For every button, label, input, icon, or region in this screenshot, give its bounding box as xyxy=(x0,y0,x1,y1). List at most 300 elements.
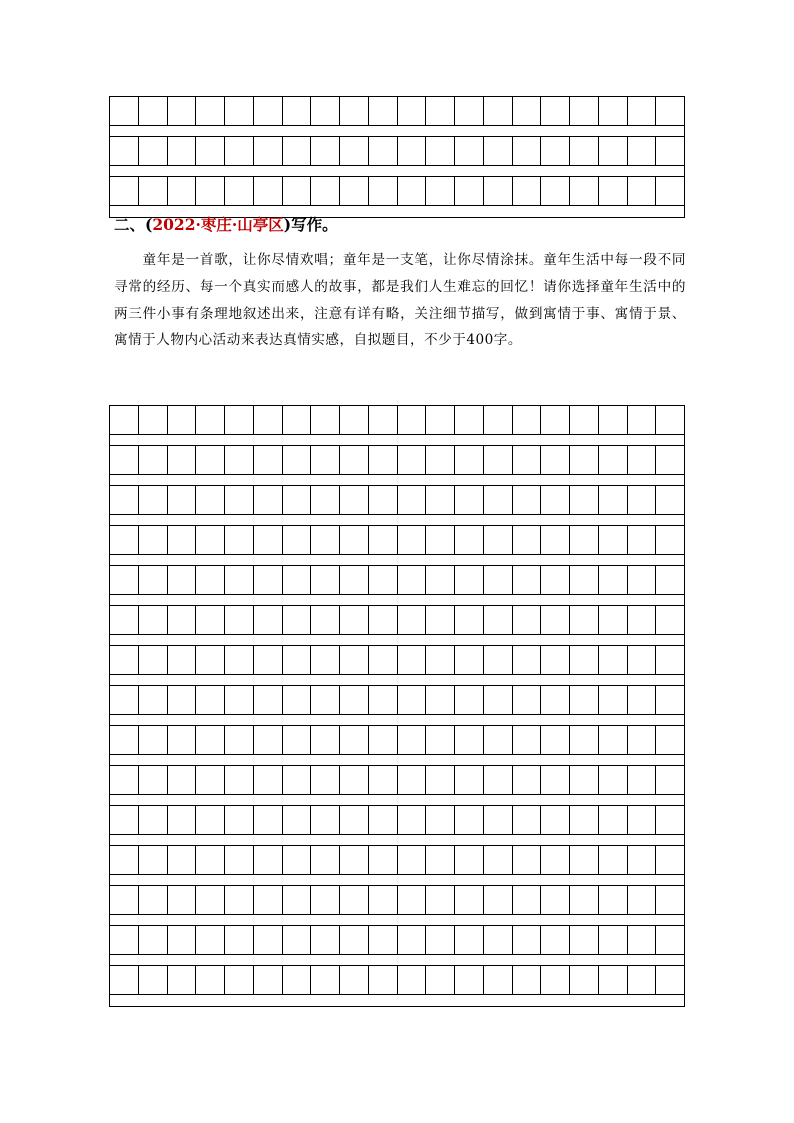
grid-cell[interactable] xyxy=(570,566,599,594)
grid-cell[interactable] xyxy=(455,406,484,434)
grid-cell[interactable] xyxy=(570,177,599,205)
grid-cell[interactable] xyxy=(398,566,427,594)
grid-cell[interactable] xyxy=(196,966,225,994)
grid-cell[interactable] xyxy=(168,526,197,554)
grid-cell[interactable] xyxy=(225,966,254,994)
grid-cell[interactable] xyxy=(225,486,254,514)
grid-cell[interactable] xyxy=(139,886,168,914)
grid-cell[interactable] xyxy=(168,606,197,634)
grid-cell[interactable] xyxy=(570,406,599,434)
grid-cell[interactable] xyxy=(513,526,542,554)
grid-cell[interactable] xyxy=(369,646,398,674)
grid-cell[interactable] xyxy=(225,646,254,674)
grid-cell[interactable] xyxy=(398,806,427,834)
grid-cell[interactable] xyxy=(455,566,484,594)
grid-cell[interactable] xyxy=(168,806,197,834)
grid-cell[interactable] xyxy=(254,177,283,205)
grid-cell[interactable] xyxy=(139,137,168,165)
grid-cell[interactable] xyxy=(484,606,513,634)
grid-cell[interactable] xyxy=(398,686,427,714)
grid-cell[interactable] xyxy=(139,686,168,714)
grid-cell[interactable] xyxy=(369,766,398,794)
grid-cell[interactable] xyxy=(541,766,570,794)
grid-cell[interactable] xyxy=(340,646,369,674)
grid-cell[interactable] xyxy=(426,766,455,794)
grid-cell[interactable] xyxy=(484,486,513,514)
grid-cell[interactable] xyxy=(599,806,628,834)
grid-cell[interactable] xyxy=(541,686,570,714)
grid-cell[interactable] xyxy=(311,566,340,594)
grid-cell[interactable] xyxy=(168,446,197,474)
grid-cell[interactable] xyxy=(513,486,542,514)
grid-cell[interactable] xyxy=(139,486,168,514)
grid-cell[interactable] xyxy=(254,766,283,794)
grid-cell[interactable] xyxy=(656,177,684,205)
grid-cell[interactable] xyxy=(570,526,599,554)
grid-cell[interactable] xyxy=(283,406,312,434)
grid-cell[interactable] xyxy=(599,646,628,674)
grid-cell[interactable] xyxy=(628,97,657,125)
grid-cell[interactable] xyxy=(168,886,197,914)
grid-cell[interactable] xyxy=(283,97,312,125)
grid-cell[interactable] xyxy=(369,806,398,834)
grid-cell[interactable] xyxy=(254,486,283,514)
grid-cell[interactable] xyxy=(311,646,340,674)
grid-cell[interactable] xyxy=(398,646,427,674)
grid-cell[interactable] xyxy=(656,566,684,594)
grid-cell[interactable] xyxy=(628,606,657,634)
grid-cell[interactable] xyxy=(398,446,427,474)
grid-cell[interactable] xyxy=(484,766,513,794)
grid-cell[interactable] xyxy=(110,886,139,914)
grid-cell[interactable] xyxy=(311,806,340,834)
grid-cell[interactable] xyxy=(513,606,542,634)
grid-cell[interactable] xyxy=(369,526,398,554)
grid-cell[interactable] xyxy=(599,446,628,474)
grid-cell[interactable] xyxy=(340,177,369,205)
grid-cell[interactable] xyxy=(541,606,570,634)
grid-cell[interactable] xyxy=(513,406,542,434)
grid-cell[interactable] xyxy=(628,766,657,794)
grid-cell[interactable] xyxy=(426,406,455,434)
grid-cell[interactable] xyxy=(541,646,570,674)
grid-cell[interactable] xyxy=(484,966,513,994)
grid-cell[interactable] xyxy=(254,446,283,474)
grid-cell[interactable] xyxy=(455,686,484,714)
grid-cell[interactable] xyxy=(541,886,570,914)
grid-cell[interactable] xyxy=(283,766,312,794)
grid-cell[interactable] xyxy=(426,806,455,834)
grid-cell[interactable] xyxy=(628,137,657,165)
grid-cell[interactable] xyxy=(139,726,168,754)
grid-cell[interactable] xyxy=(254,606,283,634)
grid-cell[interactable] xyxy=(656,486,684,514)
grid-cell[interactable] xyxy=(426,886,455,914)
grid-cell[interactable] xyxy=(340,846,369,874)
grid-cell[interactable] xyxy=(455,646,484,674)
grid-cell[interactable] xyxy=(628,646,657,674)
grid-cell[interactable] xyxy=(398,886,427,914)
grid-cell[interactable] xyxy=(426,686,455,714)
grid-cell[interactable] xyxy=(110,766,139,794)
grid-cell[interactable] xyxy=(541,486,570,514)
grid-cell[interactable] xyxy=(656,806,684,834)
grid-cell[interactable] xyxy=(311,526,340,554)
grid-cell[interactable] xyxy=(311,97,340,125)
grid-cell[interactable] xyxy=(541,406,570,434)
grid-cell[interactable] xyxy=(311,886,340,914)
grid-cell[interactable] xyxy=(513,137,542,165)
grid-cell[interactable] xyxy=(513,686,542,714)
grid-cell[interactable] xyxy=(570,806,599,834)
grid-cell[interactable] xyxy=(426,926,455,954)
grid-cell[interactable] xyxy=(513,806,542,834)
grid-cell[interactable] xyxy=(570,606,599,634)
grid-cell[interactable] xyxy=(196,97,225,125)
grid-cell[interactable] xyxy=(455,886,484,914)
grid-cell[interactable] xyxy=(513,177,542,205)
grid-cell[interactable] xyxy=(369,446,398,474)
grid-cell[interactable] xyxy=(139,566,168,594)
grid-cell[interactable] xyxy=(110,526,139,554)
grid-cell[interactable] xyxy=(110,966,139,994)
grid-cell[interactable] xyxy=(254,137,283,165)
grid-cell[interactable] xyxy=(369,726,398,754)
grid-cell[interactable] xyxy=(110,846,139,874)
grid-cell[interactable] xyxy=(340,806,369,834)
grid-cell[interactable] xyxy=(599,846,628,874)
grid-cell[interactable] xyxy=(168,177,197,205)
grid-cell[interactable] xyxy=(311,406,340,434)
grid-cell[interactable] xyxy=(225,806,254,834)
grid-cell[interactable] xyxy=(426,846,455,874)
grid-cell[interactable] xyxy=(168,926,197,954)
grid-cell[interactable] xyxy=(311,966,340,994)
grid-cell[interactable] xyxy=(541,97,570,125)
grid-cell[interactable] xyxy=(110,726,139,754)
grid-cell[interactable] xyxy=(599,526,628,554)
grid-cell[interactable] xyxy=(570,137,599,165)
grid-cell[interactable] xyxy=(656,966,684,994)
grid-cell[interactable] xyxy=(570,926,599,954)
grid-cell[interactable] xyxy=(139,526,168,554)
grid-cell[interactable] xyxy=(455,966,484,994)
grid-cell[interactable] xyxy=(541,177,570,205)
grid-cell[interactable] xyxy=(110,486,139,514)
grid-cell[interactable] xyxy=(426,726,455,754)
grid-cell[interactable] xyxy=(656,137,684,165)
grid-cell[interactable] xyxy=(513,97,542,125)
grid-cell[interactable] xyxy=(340,446,369,474)
grid-cell[interactable] xyxy=(484,177,513,205)
grid-cell[interactable] xyxy=(484,806,513,834)
grid-cell[interactable] xyxy=(455,726,484,754)
grid-cell[interactable] xyxy=(311,137,340,165)
grid-cell[interactable] xyxy=(110,137,139,165)
grid-cell[interactable] xyxy=(484,886,513,914)
grid-cell[interactable] xyxy=(484,646,513,674)
grid-cell[interactable] xyxy=(340,726,369,754)
grid-cell[interactable] xyxy=(283,846,312,874)
grid-cell[interactable] xyxy=(139,446,168,474)
grid-cell[interactable] xyxy=(196,566,225,594)
grid-cell[interactable] xyxy=(196,606,225,634)
grid-cell[interactable] xyxy=(196,806,225,834)
grid-cell[interactable] xyxy=(513,926,542,954)
grid-cell[interactable] xyxy=(369,406,398,434)
grid-cell[interactable] xyxy=(426,446,455,474)
grid-cell[interactable] xyxy=(570,646,599,674)
grid-cell[interactable] xyxy=(513,566,542,594)
grid-cell[interactable] xyxy=(369,606,398,634)
grid-cell[interactable] xyxy=(628,566,657,594)
grid-cell[interactable] xyxy=(426,177,455,205)
grid-cell[interactable] xyxy=(513,646,542,674)
grid-cell[interactable] xyxy=(369,486,398,514)
grid-cell[interactable] xyxy=(110,686,139,714)
grid-cell[interactable] xyxy=(311,846,340,874)
grid-cell[interactable] xyxy=(168,966,197,994)
grid-cell[interactable] xyxy=(484,686,513,714)
grid-cell[interactable] xyxy=(110,406,139,434)
grid-cell[interactable] xyxy=(369,566,398,594)
grid-cell[interactable] xyxy=(599,566,628,594)
grid-cell[interactable] xyxy=(311,177,340,205)
grid-cell[interactable] xyxy=(484,526,513,554)
grid-cell[interactable] xyxy=(254,526,283,554)
grid-cell[interactable] xyxy=(311,766,340,794)
grid-cell[interactable] xyxy=(599,926,628,954)
grid-cell[interactable] xyxy=(139,97,168,125)
grid-cell[interactable] xyxy=(110,446,139,474)
grid-cell[interactable] xyxy=(628,526,657,554)
grid-cell[interactable] xyxy=(283,606,312,634)
grid-cell[interactable] xyxy=(484,726,513,754)
grid-cell[interactable] xyxy=(369,966,398,994)
grid-cell[interactable] xyxy=(254,886,283,914)
grid-cell[interactable] xyxy=(656,526,684,554)
grid-cell[interactable] xyxy=(426,97,455,125)
grid-cell[interactable] xyxy=(628,726,657,754)
grid-cell[interactable] xyxy=(110,806,139,834)
grid-cell[interactable] xyxy=(168,566,197,594)
grid-cell[interactable] xyxy=(254,566,283,594)
grid-cell[interactable] xyxy=(398,766,427,794)
grid-cell[interactable] xyxy=(628,486,657,514)
grid-cell[interactable] xyxy=(628,686,657,714)
grid-cell[interactable] xyxy=(225,686,254,714)
grid-cell[interactable] xyxy=(484,846,513,874)
grid-cell[interactable] xyxy=(513,726,542,754)
grid-cell[interactable] xyxy=(168,486,197,514)
grid-cell[interactable] xyxy=(599,137,628,165)
grid-cell[interactable] xyxy=(455,806,484,834)
grid-cell[interactable] xyxy=(340,766,369,794)
grid-cell[interactable] xyxy=(283,446,312,474)
grid-cell[interactable] xyxy=(196,526,225,554)
grid-cell[interactable] xyxy=(139,806,168,834)
grid-cell[interactable] xyxy=(513,886,542,914)
grid-cell[interactable] xyxy=(340,97,369,125)
grid-cell[interactable] xyxy=(599,486,628,514)
grid-cell[interactable] xyxy=(570,686,599,714)
grid-cell[interactable] xyxy=(196,686,225,714)
grid-cell[interactable] xyxy=(283,177,312,205)
grid-cell[interactable] xyxy=(225,886,254,914)
grid-cell[interactable] xyxy=(225,137,254,165)
grid-cell[interactable] xyxy=(254,406,283,434)
grid-cell[interactable] xyxy=(369,846,398,874)
grid-cell[interactable] xyxy=(656,766,684,794)
grid-cell[interactable] xyxy=(599,766,628,794)
grid-cell[interactable] xyxy=(656,97,684,125)
grid-cell[interactable] xyxy=(225,766,254,794)
grid-cell[interactable] xyxy=(455,137,484,165)
grid-cell[interactable] xyxy=(398,137,427,165)
grid-cell[interactable] xyxy=(110,566,139,594)
grid-cell[interactable] xyxy=(541,526,570,554)
grid-cell[interactable] xyxy=(196,886,225,914)
grid-cell[interactable] xyxy=(225,926,254,954)
grid-cell[interactable] xyxy=(196,486,225,514)
grid-cell[interactable] xyxy=(541,566,570,594)
grid-cell[interactable] xyxy=(196,646,225,674)
grid-cell[interactable] xyxy=(541,806,570,834)
grid-cell[interactable] xyxy=(426,486,455,514)
grid-cell[interactable] xyxy=(283,886,312,914)
grid-cell[interactable] xyxy=(398,926,427,954)
grid-cell[interactable] xyxy=(599,886,628,914)
grid-cell[interactable] xyxy=(628,926,657,954)
grid-cell[interactable] xyxy=(340,886,369,914)
grid-cell[interactable] xyxy=(139,926,168,954)
grid-cell[interactable] xyxy=(311,606,340,634)
grid-cell[interactable] xyxy=(426,646,455,674)
grid-cell[interactable] xyxy=(139,406,168,434)
grid-cell[interactable] xyxy=(225,406,254,434)
grid-cell[interactable] xyxy=(283,686,312,714)
grid-cell[interactable] xyxy=(570,446,599,474)
grid-cell[interactable] xyxy=(656,726,684,754)
grid-cell[interactable] xyxy=(139,766,168,794)
grid-cell[interactable] xyxy=(340,966,369,994)
grid-cell[interactable] xyxy=(311,726,340,754)
grid-cell[interactable] xyxy=(398,966,427,994)
grid-cell[interactable] xyxy=(541,137,570,165)
grid-cell[interactable] xyxy=(484,566,513,594)
grid-cell[interactable] xyxy=(340,137,369,165)
grid-cell[interactable] xyxy=(110,926,139,954)
grid-cell[interactable] xyxy=(110,646,139,674)
grid-cell[interactable] xyxy=(110,177,139,205)
grid-cell[interactable] xyxy=(168,846,197,874)
grid-cell[interactable] xyxy=(656,886,684,914)
grid-cell[interactable] xyxy=(311,446,340,474)
grid-cell[interactable] xyxy=(656,846,684,874)
grid-cell[interactable] xyxy=(455,766,484,794)
grid-cell[interactable] xyxy=(369,926,398,954)
grid-cell[interactable] xyxy=(656,606,684,634)
grid-cell[interactable] xyxy=(455,846,484,874)
grid-cell[interactable] xyxy=(225,177,254,205)
grid-cell[interactable] xyxy=(656,406,684,434)
grid-cell[interactable] xyxy=(168,137,197,165)
grid-cell[interactable] xyxy=(398,846,427,874)
grid-cell[interactable] xyxy=(196,406,225,434)
grid-cell[interactable] xyxy=(628,966,657,994)
answer-grid-top[interactable] xyxy=(109,96,685,218)
grid-cell[interactable] xyxy=(283,646,312,674)
grid-cell[interactable] xyxy=(168,646,197,674)
grid-cell[interactable] xyxy=(225,566,254,594)
grid-cell[interactable] xyxy=(656,646,684,674)
grid-cell[interactable] xyxy=(656,926,684,954)
grid-cell[interactable] xyxy=(196,766,225,794)
grid-cell[interactable] xyxy=(369,137,398,165)
grid-cell[interactable] xyxy=(110,606,139,634)
grid-cell[interactable] xyxy=(541,966,570,994)
grid-cell[interactable] xyxy=(398,606,427,634)
grid-cell[interactable] xyxy=(168,406,197,434)
grid-cell[interactable] xyxy=(254,97,283,125)
grid-cell[interactable] xyxy=(455,177,484,205)
grid-cell[interactable] xyxy=(311,486,340,514)
grid-cell[interactable] xyxy=(656,686,684,714)
grid-cell[interactable] xyxy=(196,926,225,954)
grid-cell[interactable] xyxy=(455,446,484,474)
grid-cell[interactable] xyxy=(484,406,513,434)
grid-cell[interactable] xyxy=(168,726,197,754)
grid-cell[interactable] xyxy=(599,606,628,634)
grid-cell[interactable] xyxy=(426,966,455,994)
grid-cell[interactable] xyxy=(369,177,398,205)
grid-cell[interactable] xyxy=(340,686,369,714)
grid-cell[interactable] xyxy=(283,966,312,994)
grid-cell[interactable] xyxy=(570,486,599,514)
grid-cell[interactable] xyxy=(369,686,398,714)
grid-cell[interactable] xyxy=(168,686,197,714)
grid-cell[interactable] xyxy=(484,97,513,125)
grid-cell[interactable] xyxy=(656,446,684,474)
grid-cell[interactable] xyxy=(455,926,484,954)
grid-cell[interactable] xyxy=(599,177,628,205)
grid-cell[interactable] xyxy=(139,606,168,634)
grid-cell[interactable] xyxy=(139,177,168,205)
grid-cell[interactable] xyxy=(225,97,254,125)
grid-cell[interactable] xyxy=(254,646,283,674)
grid-cell[interactable] xyxy=(254,926,283,954)
grid-cell[interactable] xyxy=(254,966,283,994)
grid-cell[interactable] xyxy=(455,97,484,125)
grid-cell[interactable] xyxy=(541,926,570,954)
grid-cell[interactable] xyxy=(599,686,628,714)
grid-cell[interactable] xyxy=(398,177,427,205)
grid-cell[interactable] xyxy=(570,846,599,874)
grid-cell[interactable] xyxy=(168,97,197,125)
grid-cell[interactable] xyxy=(225,846,254,874)
grid-cell[interactable] xyxy=(628,806,657,834)
grid-cell[interactable] xyxy=(455,606,484,634)
grid-cell[interactable] xyxy=(283,806,312,834)
grid-cell[interactable] xyxy=(139,966,168,994)
grid-cell[interactable] xyxy=(513,846,542,874)
grid-cell[interactable] xyxy=(570,97,599,125)
grid-cell[interactable] xyxy=(283,726,312,754)
grid-cell[interactable] xyxy=(340,566,369,594)
grid-cell[interactable] xyxy=(628,846,657,874)
grid-cell[interactable] xyxy=(139,646,168,674)
grid-cell[interactable] xyxy=(398,406,427,434)
